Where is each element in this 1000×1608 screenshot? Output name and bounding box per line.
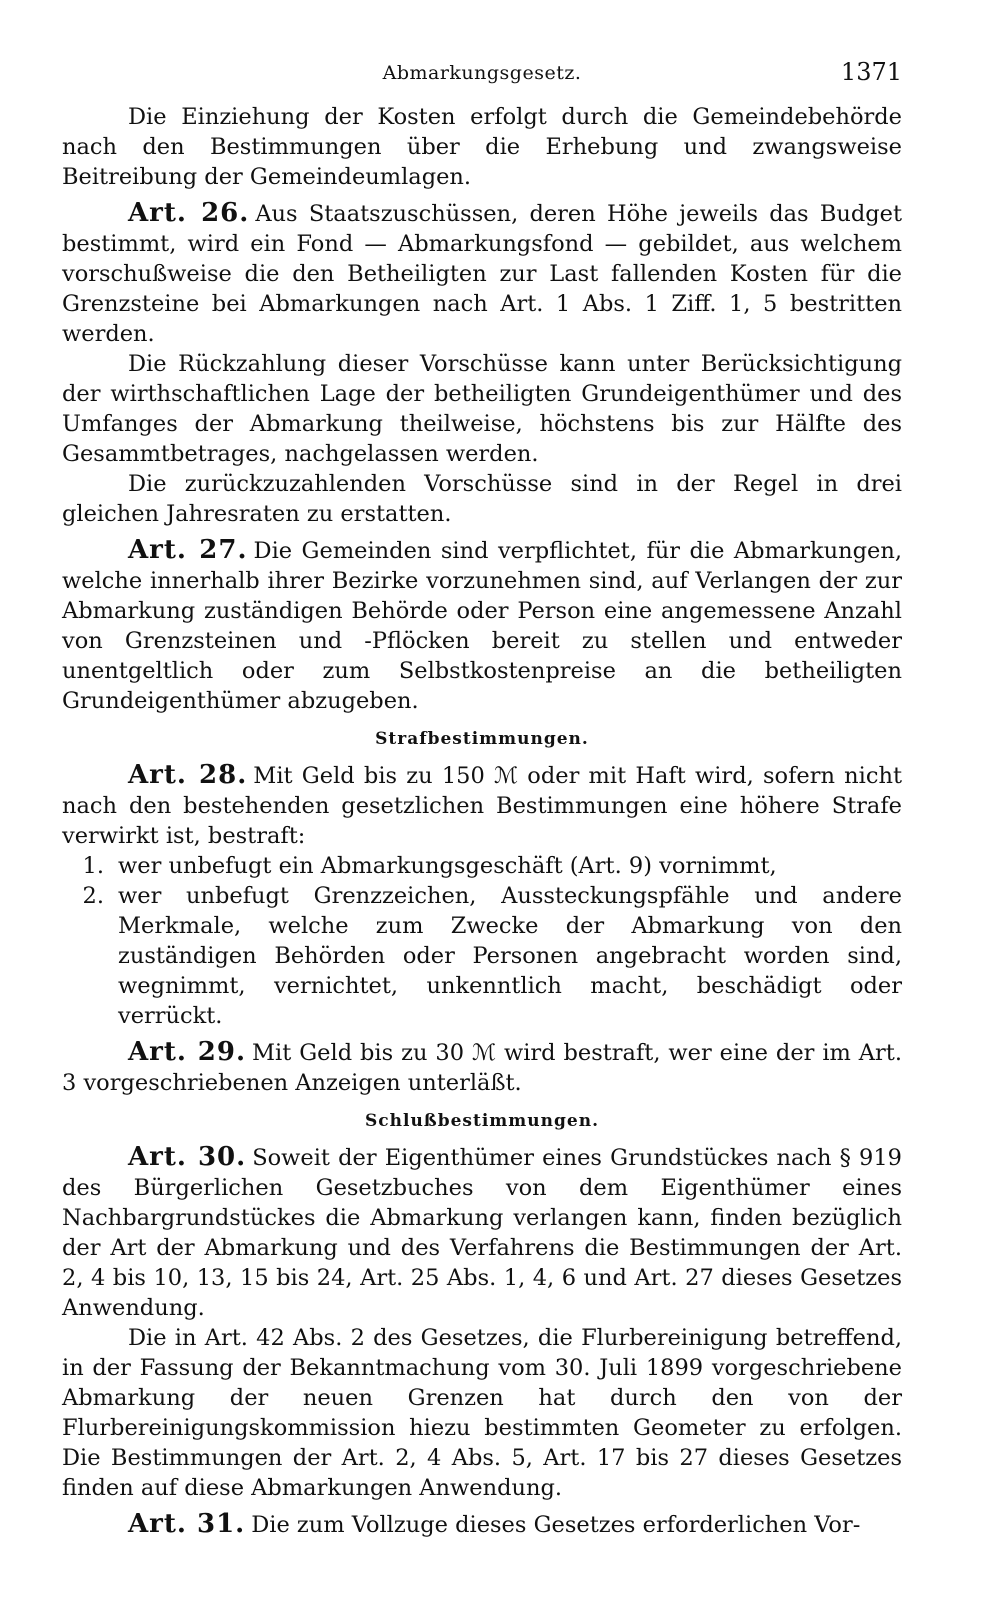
art30-text-1: Soweit der Eigenthümer eines Grundstückes nach § 919 des Bürgerlichen Gesetzbuches von dem Eigenthümer eines Nachbargrundstückes die Abmarkung verlangen kann, finden bezüglich der Art der Abmarkung und des Verfahrens die Bestimmungen der Art. 2, 4 bis 10, 13, 15 bis 24, Art. 25 Abs. 1, 4, 6 und Art. 27 dieses Gesetzes Anwendung. xyxy=(62,1145,902,1321)
art31-text-1: Die zum Vollzuge dieses Gesetzes erforderlichen Vor- xyxy=(251,1512,861,1538)
page-number: 1371 xyxy=(840,58,902,86)
list-item-text: wer unbefugt ein Abmarkungsgeschäft (Art. 9) vornimmt, xyxy=(118,853,777,879)
art26-text-1: Aus Staatszuschüssen, deren Höhe jeweils das Budget bestimmt, wird ein Fond — Abmarkungsfond — gebildet, aus welchem vorschußweise die den Betheiligten zur Last fallenden Kosten für die Grenzsteine bei Abmarkungen nach Art. 1 Abs. 1 Ziff. 1, 5 bestritten werden. xyxy=(62,201,903,347)
list-item xyxy=(62,881,902,1031)
art30-paragraph-2: Die in Art. 42 Abs. 2 des Gesetzes, die Flurbereinigung betreffend, in der Fassung der Bekanntmachung vom 30. Juli 1899 vorgeschriebene Abmarkung der neuen Grenzen hat durch den von der Flurbereinigungskommission hiezu bestimmten Geometer zu erfolgen. Die Bestimmungen der Art. 2, 4 Abs. 5, Art. 17 bis 27 dieses Gesetzes finden auf diese Abmarkungen Anwendung. xyxy=(62,1325,902,1501)
page-header xyxy=(62,58,902,102)
art28-text-1: Mit Geld bis zu 150 ℳ oder mit Haft wird, sofern nicht nach den bestehenden gesetzlichen Bestimmungen eine höhere Strafe verwirkt ist, bestraft: xyxy=(62,763,903,849)
intro-paragraph: Die Einziehung der Kosten erfolgt durch die Gemeindebehörde nach den Bestimmungen über die Erhebung und zwangsweise Beitreibung der Gemeindeumlagen. xyxy=(62,104,902,190)
art27-paragraph-1 xyxy=(62,535,902,716)
document-page xyxy=(62,58,902,1540)
section-heading-straf: Strafbestimmungen. xyxy=(375,729,589,749)
art31-paragraph-1 xyxy=(62,1509,902,1540)
art28-paragraph-1 xyxy=(62,760,902,851)
art29-paragraph-1 xyxy=(62,1037,902,1098)
section-heading-schluss: Schlußbestimmungen. xyxy=(365,1111,599,1131)
art26-paragraph-2: Die Rückzahlung dieser Vorschüsse kann unter Berücksichtigung der wirthschaftlichen Lage der betheiligten Grundeigenthümer und des Umfanges der Abmarkung theilweise, höchstens bis zur Hälfte des Gesammtbetrages, nachgelassen werden. xyxy=(62,351,902,467)
running-title: Abmarkungsgesetz. xyxy=(382,62,582,84)
art26-label: Art. 26. xyxy=(128,198,250,228)
list-item-number: 2. xyxy=(82,883,104,909)
art29-label: Art. 29. xyxy=(128,1037,246,1067)
art31-label: Art. 31. xyxy=(128,1509,246,1539)
list-item-text: wer unbefugt Grenzzeichen, Aussteckungspfähle und andere Merkmale, welche zum Zwecke der Abmarkung von den zuständigen Behörden oder Personen angebracht worden sind, wegnimmt, vernichtet, unkenntlich macht, beschädigt oder verrückt. xyxy=(118,883,902,1029)
list-item-number: 1. xyxy=(82,853,104,879)
art27-text-1: Die Gemeinden sind verpflichtet, für die Abmarkungen, welche innerhalb ihrer Bezirke vorzunehmen sind, auf Verlangen der zur Abmarkung zuständigen Behörde oder Person eine angemessene Anzahl von Grenzsteinen und -Pflöcken bereit zu stellen und entweder unentgeltlich oder zum Selbstkostenpreise an die betheiligten Grundeigenthümer abzugeben. xyxy=(62,538,902,714)
art29-text-1: Mit Geld bis zu 30 ℳ wird bestraft, wer eine der im Art. 3 vorgeschriebenen Anzeigen unterläßt. xyxy=(62,1040,902,1096)
art30-label: Art. 30. xyxy=(128,1142,247,1172)
art27-label: Art. 27. xyxy=(128,535,248,565)
art28-label: Art. 28. xyxy=(128,760,248,790)
art26-paragraph-1 xyxy=(62,198,902,349)
list-item xyxy=(62,851,902,881)
art30-paragraph-1 xyxy=(62,1142,902,1323)
art26-paragraph-3: Die zurückzuzahlenden Vorschüsse sind in der Regel in drei gleichen Jahresraten zu erstatten. xyxy=(62,471,902,527)
